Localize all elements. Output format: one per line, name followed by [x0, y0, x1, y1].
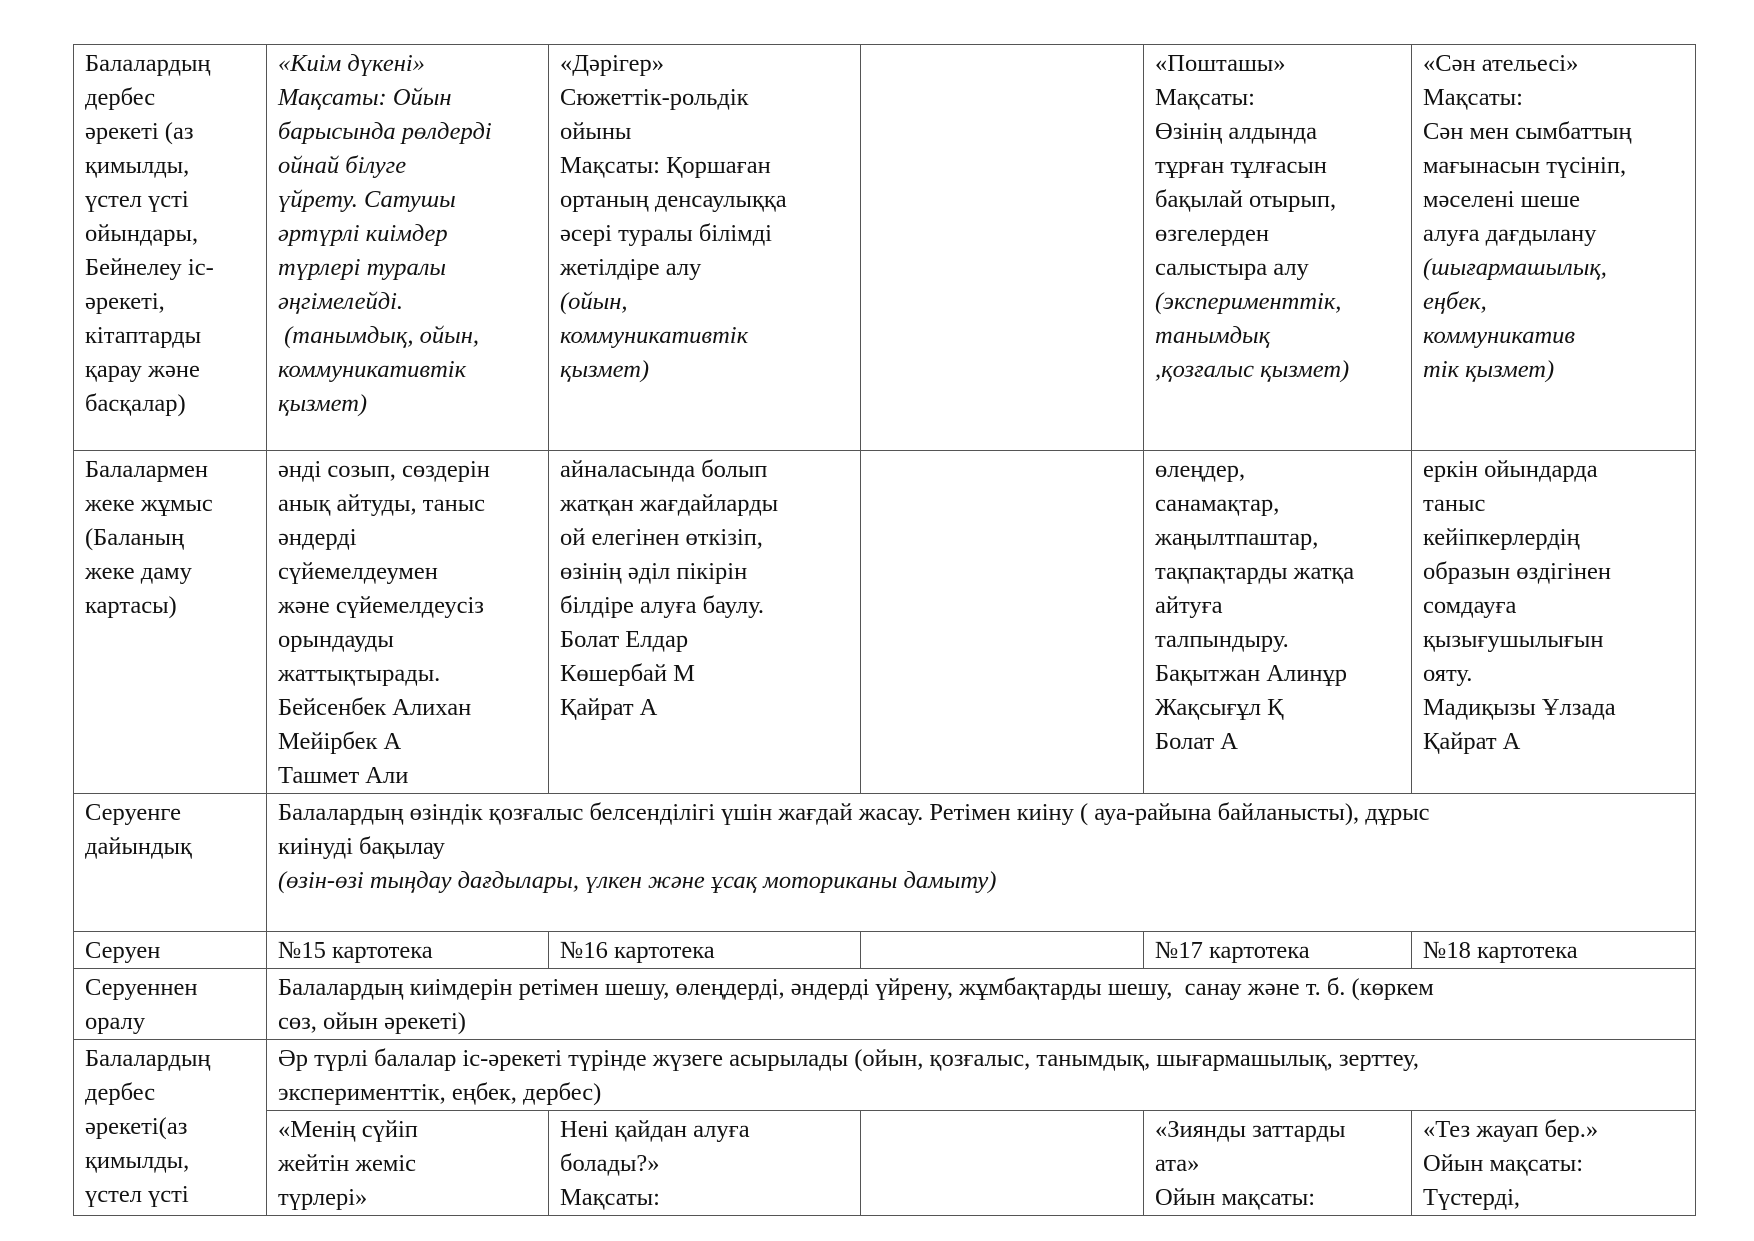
cell-independent-wed-empty [861, 45, 1144, 451]
row-label-return-from-walk: Серуеннен оралу [74, 969, 267, 1040]
cell-walk-wed-empty [861, 932, 1144, 969]
cell-independent2-wed-empty [861, 1111, 1144, 1216]
cell-independent2-tue: Нені қайдан алуға болады?» Мақсаты: [549, 1111, 861, 1216]
cell-individual-thu: өлеңдер, санамақтар, жаңылтпаштар, тақпақтарды жатқа айтуға талпындыру. Бақытжан Алинұр Жақсығұл Қ Болат А [1144, 451, 1412, 794]
table-row-return-from-walk [74, 969, 1696, 1040]
cell-independent-fri: «Сән ательесі» Мақсаты: Сән мен сымбаттың мағынасын түсініп, мәселені шеше алуға дағдылану (шығармашылық, еңбек, коммуникатив тік қызмет) [1412, 45, 1696, 451]
cell-walk-tue: №16 картотека [549, 932, 861, 969]
row-label-individual-work: Балалармен жеке жұмыс (Баланың жеке даму картасы) [74, 451, 267, 794]
cell-walk-mon: №15 картотека [267, 932, 549, 969]
cell-individual-wed-empty [861, 451, 1144, 794]
cell-independent2-fri: «Тез жауап бер.» Ойын мақсаты: Түстерді, [1412, 1111, 1696, 1216]
cell-walk-thu: №17 картотека [1144, 932, 1412, 969]
table-row-walk-preparation [74, 794, 1696, 932]
cell-individual-mon: әнді созып, сөздерін анық айтуды, таныс әндерді сүйемелдеумен және сүйемелдеусіз орындауды жаттықтырады. Бейсенбек Алихан Мейірбек А Ташмет Али [267, 451, 549, 794]
cell-individual-tue: айналасында болып жатқан жағдайларды ой елегінен өткізіп, өзінің әділ пікірін білдіре алуға баулу. Болат Елдар Көшербай М Қайрат А [549, 451, 861, 794]
row-label-independent-activity: Балалардың дербес әрекеті (аз қимылды, үстел үсті ойындары, Бейнелеу іс- әрекеті, кітаптарды қарау және басқалар) [74, 45, 267, 451]
cell-walk-preparation: Балалардың өзіндік қозғалыс белсенділігі үшін жағдай жасау. Ретімен киіну ( ауа-райына байланысты), дұрыс киінуді бақылау (өзін-өзі тыңдау дағдылары, үлкен және ұсақ моториканы дамыту) [267, 794, 1696, 932]
cell-independent-activity-2-general: Әр түрлі балалар іс-әрекеті түрінде жүзеге асырылады (ойын, қозғалыс, танымдық, шығармашылық, зерттеу, эксперименттік, еңбек, дербес) [267, 1040, 1696, 1111]
cell-independent2-thu: «Зиянды заттарды ата» Ойын мақсаты: [1144, 1111, 1412, 1216]
row-label-walk: Серуен [74, 932, 267, 969]
cell-walk-fri: №18 картотека [1412, 932, 1696, 969]
cell-return-from-walk: Балалардың киімдерін ретімен шешу, өлеңдерді, әндерді үйрену, жұмбақтарды шешу, санау және т. б. (көркем сөз, ойын әрекеті) [267, 969, 1696, 1040]
cell-independent-mon: «Киім дүкені» Мақсаты: Ойын барысында рөлдерді ойнай білуге үйрету. Сатушы әртүрлі киімдер түрлері туралы әңгімелейді. (танымдық, ойын, коммуникативтік қызмет) [267, 45, 549, 451]
table-row-independent-activity [74, 45, 1696, 451]
table-row-individual-work [74, 451, 1696, 794]
row-label-independent-activity-2: Балалардың дербес әрекеті(аз қимылды, үстел үсті [74, 1040, 267, 1216]
daily-plan-table [73, 44, 1696, 1216]
table-row-independent-activity-2 [74, 1040, 1696, 1111]
table-row-independent-activity-2-games [74, 1111, 1696, 1216]
cell-independent-tue: «Дәрігер» Сюжеттік-рольдік ойыны Мақсаты: Қоршаған ортаның денсаулыққа әсері туралы білімді жетілдіре алу (ойын, коммуникативтік қызмет) [549, 45, 861, 451]
cell-independent-thu: «Пошташы» Мақсаты: Өзінің алдында тұрған тұлғасын бақылай отырып, өзгелерден салыстыра алу (эксперименттік, танымдық ,қозғалыс қызмет) [1144, 45, 1412, 451]
cell-individual-fri: еркін ойындарда таныс кейіпкерлердің образын өздігінен сомдауға қызығушылығын ояту. Мадиқызы Ұлзада Қайрат А [1412, 451, 1696, 794]
row-label-walk-preparation: Серуенге дайындық [74, 794, 267, 932]
cell-independent2-mon: «Менің сүйіп жейтін жеміс түрлері» [267, 1111, 549, 1216]
table-row-walk [74, 932, 1696, 969]
